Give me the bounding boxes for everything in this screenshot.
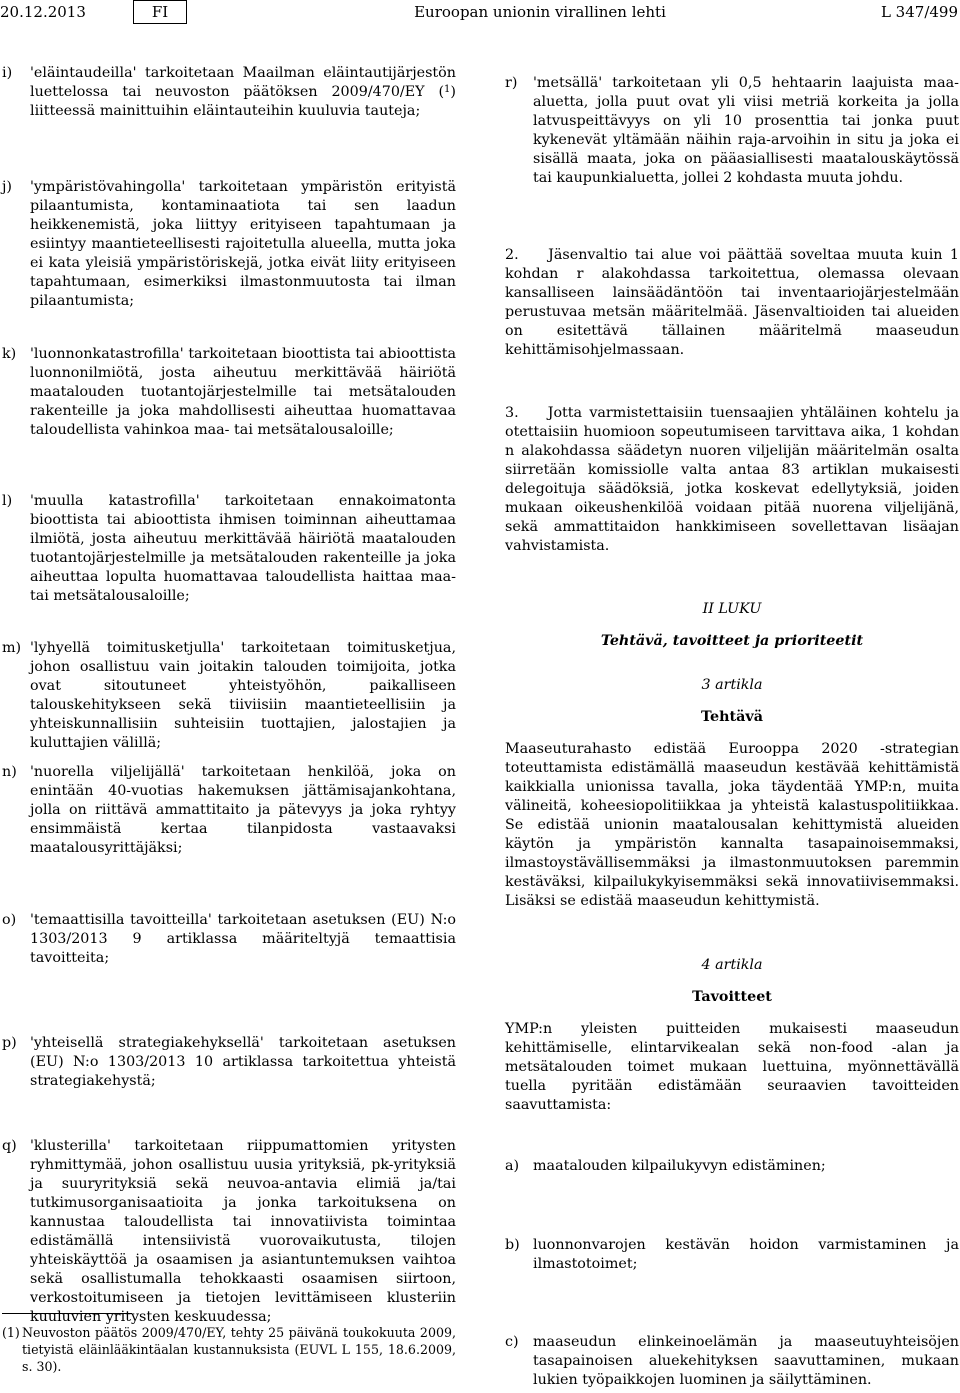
definition-text: 'muulla katastrofilla' tarkoitetaan ennakoimatonta bioottista tai abioottista ihmisen toiminnan aiheuttamaa ilmiötä, josta aiheutuu merkittävää häiriötä maatalouden tuotantojärjestelmille ja metsätalouden rakenteille ja joka aiheuttaa lopulta huomattavaa taloudellista haittaa maa- tai metsätalousaloille;	[30, 493, 456, 604]
item-label: i)	[2, 65, 13, 81]
goal-c	[505, 1333, 959, 1390]
item-label: b)	[505, 1237, 520, 1253]
chapter-number: II LUKU	[702, 601, 762, 617]
page-number: L 347/499	[880, 3, 958, 21]
definition-text: 'lyhyellä toimitusketjulla' tarkoitetaan toimitusketjua, johon osallistuu vain joitakin talouden toimijoita, jotka ovat sitoutuneet yhteistyöhön, paikalliseen talouskehitykseen sekä tiiviisiin maantieteellisiin ja yhteiskunnallisiin suhteisiin tuottajien, jalostajien ja kuluttajien välillä;	[30, 640, 456, 751]
definition-text: 'klusterilla' tarkoitetaan riippumattomien yritysten ryhmittymää, johon osallistuu uusia yrityksiä, pk-yrityksiä ja suuryrityksiä sekä neuvoa-antavia elimiä ja/tai tutkimusorganisaatioita ja jonka tarkoituksena on kannustaa taloudellista tai innovatiivista toimintaa edistämällä intensiivistä vuorovaikutusta, tilojen yhteiskäyttöä ja osaamisen ja asiantuntemuksen vaihtoa sekä osallistumalla tehokkaasti osaamisen siirtoon, verkostoitumiseen ja tietojen levittämiseen klusteriin kuuluvien yritysten keskuudessa;	[30, 1138, 456, 1325]
definition-j	[2, 178, 456, 311]
footnote	[2, 1324, 456, 1375]
item-label: q)	[2, 1138, 17, 1154]
item-label: p)	[2, 1035, 17, 1051]
definition-q	[2, 1137, 456, 1327]
article-3-number: 3 artikla	[701, 677, 763, 693]
page-header	[0, 0, 960, 24]
footnote-text: Neuvoston päätös 2009/470/EY, tehty 25 päivänä toukokuuta 2009, tietyistä eläinlääkintäalan kustannuksista (EUVL L 155, 18.6.2009, s. 30).	[22, 1325, 456, 1374]
paragraph-3: 3. Jotta varmistettaisiin tuensaajien yhtäläinen kohtelu ja otettaisiin huomioon sopeutumiseen tarvittava aika, 1 kohdan n alakohdassa säädetyn nuoren viljelijän määritelmän osalta siirretään komissiolle valta antaa 83 artiklan mukaisesti delegoituja säädöksiä, jotka koskevat edellytyksiä, joiden mukaan oikeushenkilöä voidaan pitää nuorena viljelijänä, sekä ammattitaidon hankkimiseen sovellettavan lisäajan vahvistamista.	[505, 405, 959, 554]
item-label: r)	[505, 75, 518, 91]
article-3-title: Tehtävä	[701, 709, 763, 725]
item-label: j)	[2, 179, 13, 195]
item-label: l)	[2, 493, 13, 509]
item-label: m)	[2, 640, 22, 656]
item-label: a)	[505, 1158, 520, 1174]
paragraph-2: 2. Jäsenvaltio tai alue voi päättää soveltaa muuta kuin 1 kohdan r alakohdassa tarkoitettua, olemassa olevaan kansalliseen lainsäädäntöön tai inventaariojärjestelmään perustuvaa metsän määritelmää. Jäsenvaltioiden tai alueiden on esitettävä tällainen määritelmä maaseudun kehittämisohjelmassaan.	[505, 247, 959, 358]
item-label: k)	[2, 346, 17, 362]
definition-text: 'ympäristövahingolla' tarkoitetaan ympäristön erityistä pilaantumista, kontaminaatiota tai sen laadun heikkenemistä, joka liittyy erityiseen tapahtumaan ja esiintyy maantieteellisesti rajoitetulla alueella, mutta joka ei kata yleisiä ympäristöriskejä, jotka eivät liity erityiseen tapahtumaan, esimerkiksi ilmastonmuutosta tai ilman pilaantumista;	[30, 179, 456, 309]
definition-k	[2, 345, 456, 440]
definition-o	[2, 911, 456, 968]
footnote-ref: 1	[444, 84, 451, 95]
goal-a	[505, 1157, 959, 1176]
goal-b	[505, 1236, 959, 1274]
definition-p	[2, 1034, 456, 1091]
definition-n	[2, 763, 456, 858]
item-label: c)	[505, 1334, 519, 1350]
definition-text: 'luonnonkatastrofilla' tarkoitetaan bioottista tai abioottista luonnonilmiötä, josta aiheutuu merkittävää häiriötä maatalouden tuotantojärjestelmille tai metsätalouden rakenteille ja joka mahdollisesti aiheuttaa huomattavaa taloudellista vahinkoa maa- tai metsätalousaloille;	[30, 346, 456, 438]
item-label: n)	[2, 764, 17, 780]
definition-text: 'eläintaudeilla' tarkoitetaan Maailman eläintautijärjestön luettelossa tai neuvoston päätöksen 2009/470/EY ($^1$) liitteessä mainittuihin eläintauteihin kuuluvia tauteja;	[30, 65, 456, 119]
publication-date: 20.12.2013	[0, 3, 86, 21]
definition-i	[2, 64, 456, 121]
chapter-title: Tehtävä, tavoitteet ja prioriteetit	[600, 633, 864, 649]
footnote-divider	[2, 1313, 132, 1314]
definition-m	[2, 639, 456, 753]
goal-text: maatalouden kilpailukyvyn edistäminen;	[533, 1158, 826, 1174]
item-label: o)	[2, 912, 17, 928]
definition-text: 'metsällä' tarkoitetaan yli 0,5 hehtaarin laajuista maa-aluetta, jolla puut ovat yli viisi metriä korkeita ja jolla latvuspeittävyys on yli 10 prosenttia tai jonka puut kykenevät yltämään näihin raja-arvoihin in situ ja joka ei sisällä maata, joka on pääasiallisesti maatalouskäytössä tai kaupunkialuetta, jollei 2 kohdasta muuta johdu.	[533, 75, 959, 186]
journal-title: Euroopan unionin virallinen lehti	[414, 3, 666, 21]
article-4-text: YMP:n yleisten puitteiden mukaisesti maaseudun kehittämiselle, elintarvikealan sekä non-food -alan ja metsätalouden toimet mukaan luettuina, myönnettävällä tuella pyritään edistämään seuraavien tavoitteiden saavuttamista:	[505, 1021, 959, 1113]
definition-text: 'temaattisilla tavoitteilla' tarkoitetaan asetuksen (EU) N:o 1303/2013 9 artiklassa määriteltyjä temaattisia tavoitteita;	[30, 912, 456, 966]
definition-text: 'nuorella viljelijällä' tarkoitetaan henkilöä, joka on enintään 40-vuotias hakemuksen jättämisajankohtana, jolla on riittävä ammattitaito ja pätevyys ja joka ryhtyy ensimmäistä kertaa tilanpidosta vastaavaksi maatalousyrittäjäksi;	[30, 764, 456, 856]
definition-r	[505, 74, 959, 188]
goal-text: maaseudun elinkeinoelämän ja maaseutuyhteisöjen tasapainoisen aluekehityksen saavuttaminen, mukaan lukien työpaikkojen luominen ja säilyttäminen.	[533, 1334, 959, 1388]
definition-l	[2, 492, 456, 606]
article-3-text: Maaseuturahasto edistää Eurooppa 2020 -strategian toteuttamista edistämällä maaseudun kestävää kehittämistä kaikkialla unionissa tavalla, joka täydentää YMP:n, muita välineitä, koheesiopolitiikkaa ja yhteistä kalastuspolitiikkaa. Se edistää unionin maatalousalan kehittymistä alueiden käytön ja ympäristön kannalta tasapainoisemmaksi, ilmastoystävällisemmäksi ja ilmastonmuutoksen paremmin kestäväksi, kilpailukykyisemmäksi sekä innovatiivisemmaksi. Lisäksi se edistää maaseudun kehittymistä.	[505, 741, 959, 909]
definition-text: 'yhteisellä strategiakehyksellä' tarkoitetaan asetuksen (EU) N:o 1303/2013 10 artiklassa tarkoitettua yhteistä strategiakehystä;	[30, 1035, 456, 1089]
goal-text: luonnonvarojen kestävän hoidon varmistaminen ja ilmastotoimet;	[533, 1237, 959, 1272]
language-badge: FI	[133, 0, 187, 24]
article-4-number: 4 artikla	[701, 957, 763, 973]
footnote-label: (1)	[2, 1325, 20, 1340]
article-4-title: Tavoitteet	[692, 989, 772, 1005]
